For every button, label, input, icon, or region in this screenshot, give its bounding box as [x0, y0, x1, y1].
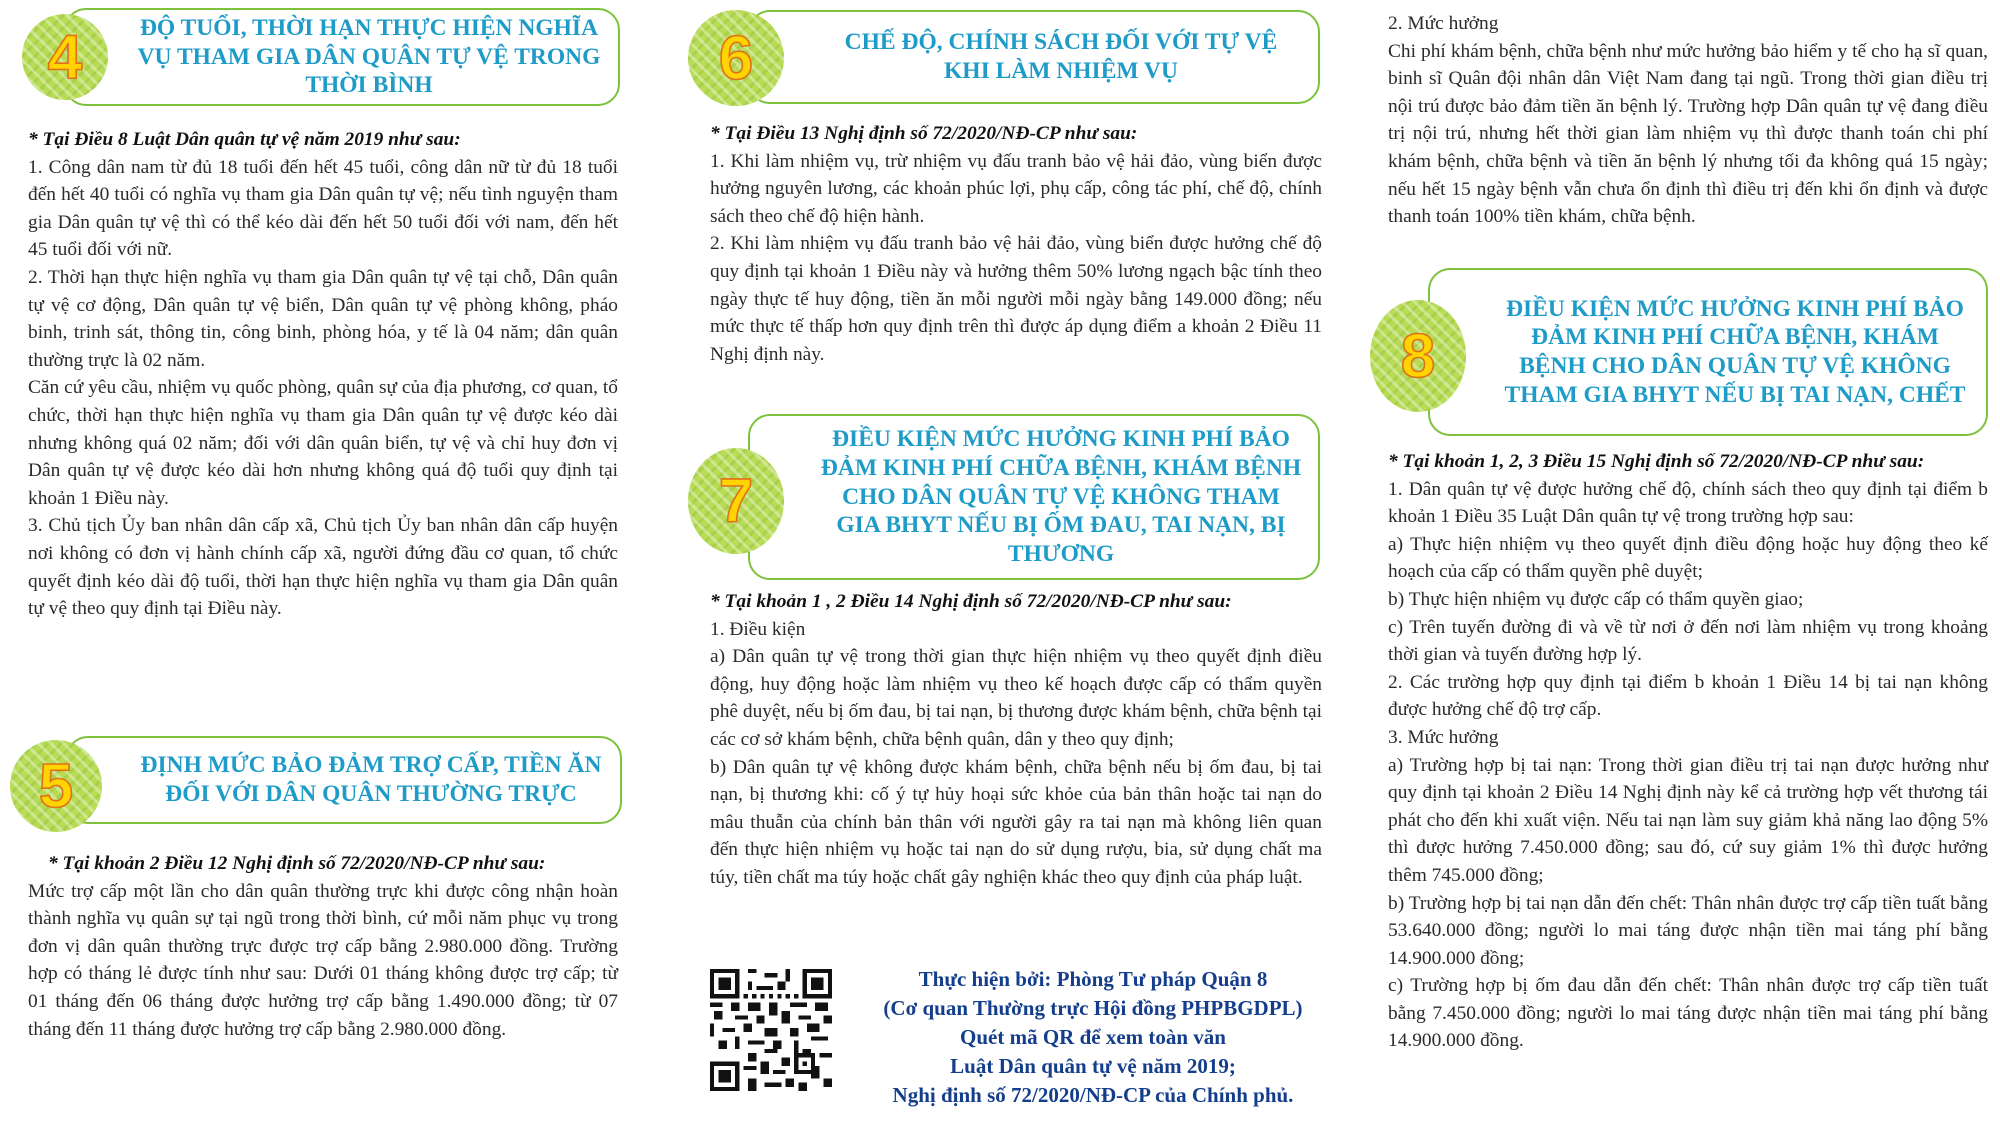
paragraph: 3. Chủ tịch Ủy ban nhân dân cấp xã, Chủ tịch Ủy ban nhân dân cấp huyện nơi không có đơn vị hành chính cấp xã, người đứng đầu cơ quan, tổ chức quyết định kéo dài độ tuổi, thời hạn thực hiện nghĩa vụ tham gia Dân quân tự vệ theo quy định tại Điều này. [28, 515, 618, 620]
paragraph: 1. Công dân nam từ đủ 18 tuổi đến hết 45 tuổi, công dân nữ từ đủ 18 tuổi đến hết 40 tuổi có nghĩa vụ tham gia Dân quân tự vệ; nếu tình nguyện tham gia Dân quân tự vệ thì có thể kéo dài đến hết 50 tuổi đối với nam, đến hết 45 tuổi đối với nữ. [28, 156, 618, 261]
footer-line: Quét mã QR để xem toàn văn [960, 1025, 1226, 1049]
section-5-body [28, 850, 618, 1043]
section-number: 6 [718, 23, 754, 93]
footer-line: Luật Dân quân tự vệ năm 2019; [950, 1054, 1236, 1078]
paragraph: a) Dân quân tự vệ trong thời gian thực hiện nhiệm vụ theo quyết định điều động, huy động hoặc làm nhiệm vụ theo kế hoạch được cấp có thẩm quyền phê duyệt, nếu bị ốm đau, bị tai nạn, bị thương được khám bệnh, chữa bệnh tại các cơ sở khám bệnh, chữa bệnh quân, dân y theo quy định; [710, 646, 1322, 750]
paragraph: 2. Khi làm nhiệm vụ đấu tranh bảo vệ hải đảo, vùng biển được hưởng chế độ quy định tại khoản 1 Điều này và hưởng thêm 50% lương ngạch bậc tính theo ngày thực tế huy động, tiền ăn mỗi người mỗi ngày bằng 149.000 đồng; nếu mức thực tế thấp hơn quy định trên thì được áp dụng điểm a khoản 2 Điều 11 Nghị định này. [710, 233, 1322, 365]
paragraph: c) Trên tuyến đường đi và về từ nơi ở đến nơi làm nhiệm vụ trong khoảng thời gian và tuyến đường hợp lý. [1388, 616, 1988, 666]
section-6-body [710, 120, 1322, 368]
legal-source: * Tại khoản 1 , 2 Điều 14 Nghị định số 72/2020/NĐ-CP như sau: [710, 591, 1232, 612]
footer-line: Thực hiện bởi: Phòng Tư pháp Quận 8 [918, 967, 1268, 991]
section-title: ĐIỀU KIỆN MỨC HƯỞNG KINH PHÍ BẢO ĐẢM KINH PHÍ CHỮA BỆNH, KHÁM BỆNH CHO DÂN QUÂN TỰ VỆ KHÔNG THAM GIA BHYT NẾU BỊ TAI NẠN, CHẾT [1428, 268, 1988, 436]
section-number: 7 [718, 466, 754, 536]
paragraph: 2. Mức hưởng [1388, 13, 1499, 34]
paragraph: 2. Các trường hợp quy định tại điểm b khoản 1 Điều 14 bị tai nạn không được hưởng chế độ trợ cấp. [1388, 671, 1988, 721]
section-number: 5 [38, 751, 74, 821]
footer-line: (Cơ quan Thường trực Hội đồng PHPBGDPL) [883, 996, 1303, 1020]
section-number-badge [22, 14, 108, 100]
paragraph: a) Trường hợp bị tai nạn: Trong thời gian điều trị tai nạn được hưởng như quy định tại khoản 2 Điều 14 Nghị định này kể cả trường hợp vết thương tái phát cho đến khi xuất viện. Nếu tai nạn làm suy giảm khả năng lao động 5% thì được hưởng 7.450.000 đồng; sau đó, cứ suy giảm 1% thì được hưởng thêm 745.000 đồng; [1388, 754, 1988, 886]
section-7-body [710, 588, 1322, 892]
paragraph: 1. Điều kiện [710, 618, 806, 640]
legal-source: * Tại Điều 13 Nghị định số 72/2020/NĐ-CP như sau: [710, 123, 1138, 144]
column-3 [1388, 0, 1988, 1125]
paragraph: 3. Mức hưởng [1388, 726, 1499, 748]
section-number: 8 [1400, 321, 1436, 391]
section-8-body [1388, 448, 1988, 1055]
legal-source: * Tại Điều 8 Luật Dân quân tự vệ năm 2019 như sau: [28, 129, 461, 150]
section-7-continued [1388, 10, 1988, 231]
legal-source: * Tại khoản 2 Điều 12 Nghị định số 72/2020/NĐ-CP như sau: [48, 853, 546, 874]
qr-code-icon[interactable] [710, 969, 832, 1091]
paragraph: c) Trường hợp bị ốm đau dẫn đến chết: Thân nhân được trợ cấp tiền tuất bằng 7.450.000 đồng; người lo mai táng được nhận tiền mai táng phí bằng 14.900.000 đồng. [1388, 975, 1988, 1052]
paragraph: Căn cứ yêu cầu, nhiệm vụ quốc phòng, quân sự của địa phương, cơ quan, tổ chức, thời hạn thực hiện nghĩa vụ tham gia Dân quân tự vệ được kéo dài nhưng không quá 02 năm; đối với dân quân biển, tự vệ và chỉ huy đơn vị Dân quân tự vệ được kéo dài hơn nhưng không quá độ tuổi quy định tại khoản 1 Điều này. [28, 377, 618, 509]
section-title: ĐIỀU KIỆN MỨC HƯỞNG KINH PHÍ BẢO ĐẢM KINH PHÍ CHỮA BỆNH, KHÁM BỆNH CHO DÂN QUÂN TỰ VỆ KHÔNG THAM GIA BHYT NẾU BỊ ỐM ĐAU, TAI NẠN, BỊ THƯƠNG [748, 414, 1320, 580]
section-number-badge [1370, 300, 1466, 412]
section-title: ĐỘ TUỔI, THỜI HẠN THỰC HIỆN NGHĨA VỤ THAM GIA DÂN QUÂN TỰ VỆ TRONG THỜI BÌNH [64, 8, 620, 106]
paragraph: Chi phí khám bệnh, chữa bệnh như mức hưởng bảo hiểm y tế cho hạ sĩ quan, binh sĩ Quân đội nhân dân Việt Nam đang tại ngũ. Trong thời gian điều trị nội trú được bảo đảm tiền ăn bệnh lý. Trường hợp Dân quân tự vệ đang điều trị nội trú, nhưng hết thời gian làm nhiệm vụ thì được thanh toán chi phí khám bệnh, chữa bệnh và tiền ăn bệnh lý nhưng tối đa không quá 15 ngày; nếu hết 15 ngày bệnh vẫn chưa ổn định thì điều trị đến khi ổn định và được thanh toán 100% tiền khám, chữa bệnh. [1388, 40, 1988, 228]
footer-line: Nghị định số 72/2020/NĐ-CP của Chính phủ. [892, 1083, 1294, 1107]
paragraph: b) Dân quân tự vệ không được khám bệnh, chữa bệnh nếu bị ốm đau, bị tai nạn, bị thương khi: cố ý tự hủy hoại sức khỏe của bản thân hoặc tai nạn do mâu thuẫn của chính bản thân với người gây ra tai nạn mà không liên quan đến thực hiện nhiệm vụ hoặc tai nạn do sử dụng rượu, bia, sử dụng chất ma túy, tiền chất ma túy hoặc chất gây nghiện khác theo quy định của pháp luật. [710, 756, 1322, 888]
footer-text [858, 965, 1328, 1110]
column-2 [710, 0, 1322, 1125]
paragraph: 1. Khi làm nhiệm vụ, trừ nhiệm vụ đấu tranh bảo vệ hải đảo, vùng biển được hưởng nguyên lương, các khoản phúc lợi, phụ cấp, công tác phí, chế độ, chính sách theo chế độ hiện hành. [710, 150, 1322, 227]
section-title: CHẾ ĐỘ, CHÍNH SÁCH ĐỐI VỚI TỰ VỆ KHI LÀM NHIỆM VỤ [748, 10, 1320, 104]
section-number: 4 [47, 22, 83, 92]
paragraph: 1. Dân quân tự vệ được hưởng chế độ, chính sách theo quy định tại điểm b khoản 1 Điều 35 Luật Dân quân tự vệ trong trường hợp sau: [1388, 478, 1988, 528]
section-number-badge [688, 10, 784, 106]
column-1 [28, 0, 618, 1125]
section-title: ĐỊNH MỨC BẢO ĐẢM TRỢ CẤP, TIỀN ĂN ĐỐI VỚI DÂN QUÂN THƯỜNG TRỰC [66, 736, 622, 824]
paragraph: a) Thực hiện nhiệm vụ theo quyết định điều động hoặc huy động theo kế hoạch của cấp có thẩm quyền phê duyệt; [1388, 533, 1988, 583]
legal-source: * Tại khoản 1, 2, 3 Điều 15 Nghị định số 72/2020/NĐ-CP như sau: [1388, 451, 1925, 472]
section-number-badge [10, 740, 102, 832]
paragraph: b) Trường hợp bị tai nạn dẫn đến chết: Thân nhân được trợ cấp tiền tuất bằng 53.640.000 đồng; người lo mai táng được nhận tiền mai táng phí bằng 14.900.000 đồng; [1388, 892, 1988, 969]
paragraph: 2. Thời hạn thực hiện nghĩa vụ tham gia Dân quân tự vệ tại chỗ, Dân quân tự vệ cơ động, Dân quân tự vệ biển, Dân quân tự vệ phòng không, pháo binh, trinh sát, thông tin, công binh, phòng hóa, y tế là 04 năm; dân quân thường trực là 02 năm. [28, 266, 618, 371]
paragraph: Mức trợ cấp một lần cho dân quân thường trực khi được công nhận hoàn thành nghĩa vụ quân sự tại ngũ trong thời bình, cứ mỗi năm phục vụ trong đơn vị dân quân thường trực được trợ cấp bằng 2.980.000 đồng. Trường hợp có tháng lẻ được tính như sau: Dưới 01 tháng không được trợ cấp; từ 01 tháng đến 06 tháng được hưởng trợ cấp bằng 1.490.000 đồng; từ 07 tháng đến 11 tháng được hưởng trợ cấp bằng 2.980.000 đồng. [28, 880, 618, 1040]
paragraph: b) Thực hiện nhiệm vụ được cấp có thẩm quyền giao; [1388, 588, 1804, 610]
section-number-badge [688, 448, 784, 554]
section-4-body [28, 126, 618, 623]
footer [710, 965, 1322, 1115]
